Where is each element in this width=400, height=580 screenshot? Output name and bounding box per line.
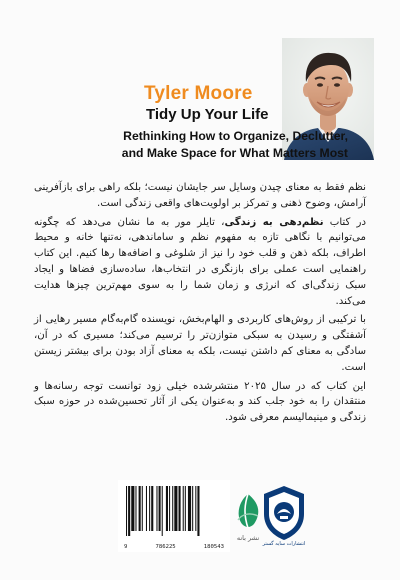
barcode-digit-group-2: 180543 <box>203 544 224 550</box>
barcode-bar <box>162 486 163 536</box>
publisher-label: انتشارات سایه گستر <box>262 541 306 547</box>
book-description <box>34 180 366 429</box>
barcode-bar <box>169 486 170 531</box>
description-paragraph-1: نظم فقط به معنای چیدن وسایل سر جایشان نیست؛ بلکه راهی برای بازآفرینی آرامش، وضوح ذهنی و تمرکز بر اولویت‌های واقعی زندگی است. <box>34 182 366 209</box>
barcode-bar <box>126 486 127 536</box>
barcode-bar <box>179 486 181 531</box>
barcode-bar <box>172 486 173 531</box>
barcode-bar <box>195 486 196 531</box>
barcode-bar <box>192 486 193 531</box>
barcode-bars <box>118 480 230 542</box>
author-name: Tyler Moore <box>144 83 253 104</box>
description-paragraph-4: این کتاب که در سال ۲۰۲۵ منتشرشده خیلی زود توانست توجه رسانه‌ها و منتقدان را به خود جلب کند و به‌عنوان یکی از آثار تحسین‌شده در حوزه سبک زندگی و مینیمالیسم معرفی شود. <box>34 380 367 424</box>
barcode-bar <box>149 486 150 531</box>
barcode-bar <box>185 486 186 531</box>
barcode-bar <box>159 486 161 531</box>
barcode-bar <box>174 486 177 531</box>
cover-header <box>0 0 400 165</box>
subtitle-line-2: and Make Space for What Matters Most <box>121 146 348 160</box>
barcode-bar <box>197 486 199 536</box>
book-title-persian: نظم‌دهی به زندگی <box>224 216 324 228</box>
subtitle-line-1: Rethinking How to Organize, Declutter, <box>123 129 348 143</box>
barcode-digit-group-1: 786225 <box>155 544 176 550</box>
barcode-bar <box>156 486 157 531</box>
nashr-label: نشر بانه <box>236 534 260 542</box>
barcode-bar <box>151 486 153 531</box>
publisher-emblem-logo <box>260 484 308 546</box>
paragraph-2-lead: در کتاب <box>323 216 366 228</box>
barcode-bar <box>166 486 168 531</box>
barcode-bar <box>139 486 141 531</box>
barcode-bar <box>146 486 147 531</box>
barcode-number <box>118 544 230 550</box>
barcode-bar <box>128 486 130 536</box>
barcode-bar <box>183 486 184 531</box>
barcode-bar <box>135 486 136 531</box>
barcode-bar <box>188 486 191 531</box>
barcode-bar <box>142 486 143 531</box>
isbn-barcode <box>118 480 230 552</box>
paragraph-2-rest: ، تایلر مور به ما نشان می‌دهد که چگونه می‌توانیم با نگاهی تازه به مفهوم نظم و ساماندهی، نه‌تنها خانه و محیط اطراف، بلکه ذهن و قلب خود را نیز از شلوغی و اضافه‌ها رها کنیم. این کتاب راهنمایی است عملی برای بازنگری در انتخاب‌ها، ساده‌سازی فضاها و ایجاد سبک زندگی‌ای که انرژی و زمان شما را به سوی مهم‌ترین چیزها هدایت می‌کند. <box>34 216 366 307</box>
book-subtitle <box>28 128 348 162</box>
description-paragraph-2 <box>34 215 366 310</box>
barcode-digit-lead: 9 <box>124 544 128 550</box>
book-title: Tidy Up Your Life <box>146 106 269 123</box>
barcode-bar <box>131 486 134 531</box>
description-paragraph-3: با ترکیبی از روش‌های کاربردی و الهام‌بخش، نویسنده گام‌به‌گام مسیر رهایی از آشفتگی و رسیدن به سبکی متوازن‌تر را ترسیم می‌کند؛ مسیری که در آن، سادگی به معنای کم داشتن نیست، بلکه به معنای آزاد بودن برای بیشتر زیستن است. <box>34 314 366 373</box>
